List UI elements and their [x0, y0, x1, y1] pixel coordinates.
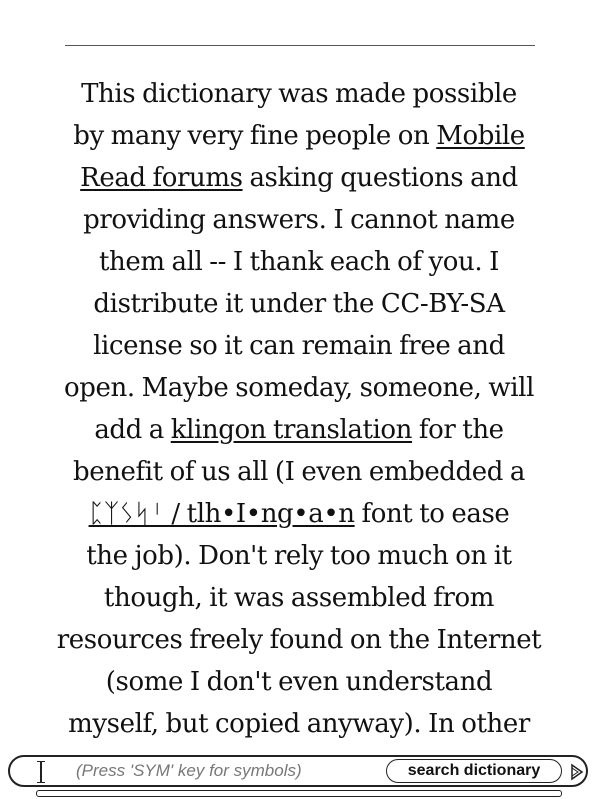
text-segment: open. Maybe someday, someone, will — [64, 373, 534, 403]
text-line — [20, 493, 578, 535]
text-segment: license so it can remain free and — [93, 331, 505, 361]
text-line — [20, 73, 578, 115]
text-segment: add a — [94, 415, 171, 445]
text-segment: providing answers. I cannot name — [83, 205, 515, 235]
text-line — [20, 619, 578, 661]
text-segment: distribute it under the CC-BY-SA — [93, 289, 505, 319]
text-segment: the job). Don't rely too much on it — [86, 541, 512, 571]
text-line — [20, 703, 578, 743]
text-segment: This dictionary was made possible — [81, 79, 517, 109]
text-segment: though, it was assembled from — [103, 583, 495, 613]
text-line — [20, 325, 578, 367]
text-segment: by many very fine people on — [73, 121, 437, 151]
search-dictionary-button[interactable]: search dictionary — [386, 759, 562, 783]
text-line — [20, 241, 578, 283]
hyperlink[interactable]: klingon translation — [170, 415, 413, 445]
text-line — [20, 577, 578, 619]
text-segment: for the — [412, 415, 504, 445]
text-line — [20, 283, 578, 325]
text-segment: myself, but copied anyway). In other — [68, 709, 530, 739]
hyperlink[interactable]: Read forums — [80, 163, 243, 193]
text-segment: resources freely found on the Internet — [56, 625, 542, 655]
text-segment: font to ease — [354, 499, 510, 529]
text-cursor-icon — [40, 761, 42, 783]
next-arrow-icon[interactable] — [570, 763, 584, 781]
text-line — [20, 535, 578, 577]
text-line — [20, 661, 578, 703]
search-bar — [8, 755, 588, 787]
text-line — [20, 367, 578, 409]
hyperlink[interactable]: ᛈᛉᛊᛋᛌ / tlh•I•ng•a•n — [88, 499, 355, 529]
text-line — [20, 199, 578, 241]
text-segment: (some I don't even understand — [105, 667, 493, 697]
text-line — [20, 451, 578, 493]
hyperlink[interactable]: Mobile — [436, 121, 525, 151]
top-divider — [65, 45, 535, 46]
dictionary-intro-text — [20, 73, 578, 743]
text-line — [20, 409, 578, 451]
text-segment: asking questions and — [242, 163, 518, 193]
text-line — [20, 115, 578, 157]
scrollbar[interactable] — [36, 790, 562, 797]
text-segment: them all -- I thank each of you. I — [98, 247, 499, 277]
text-line — [20, 157, 578, 199]
text-segment: benefit of us all (I even embedded a — [72, 457, 525, 487]
search-input[interactable]: (Press 'SYM' key for symbols) — [76, 761, 302, 780]
